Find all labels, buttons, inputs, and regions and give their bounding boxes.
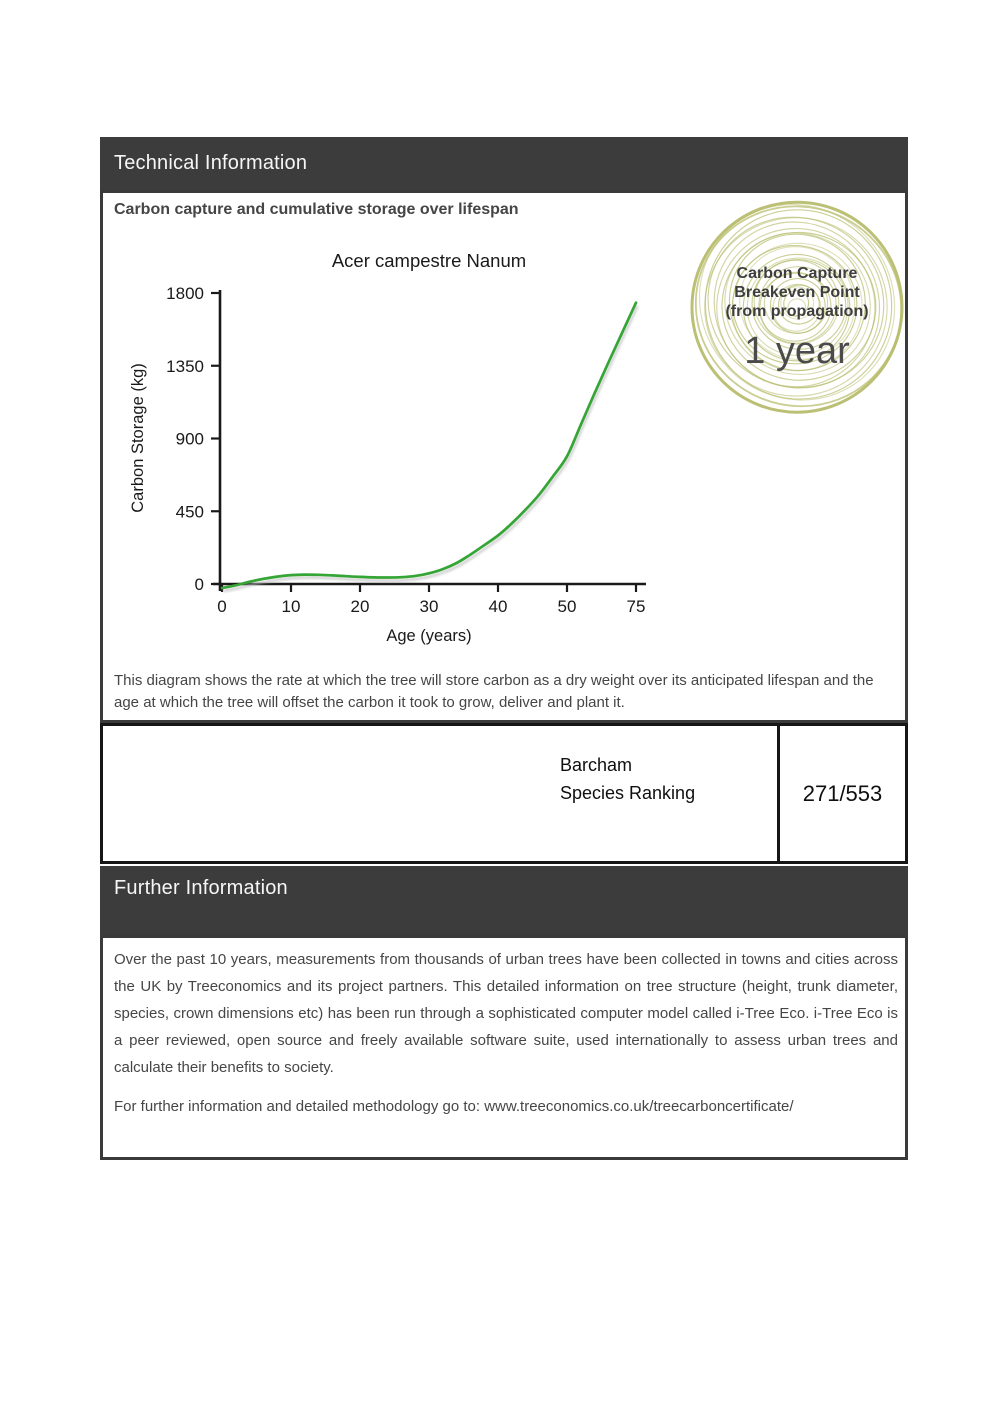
badge-title-line1: Carbon Capture <box>736 264 858 282</box>
svg-text:Age (years): Age (years) <box>386 627 472 645</box>
technical-information-title: Technical Information <box>114 152 308 174</box>
chart-section-subtitle: Carbon capture and cumulative storage over lifespan <box>114 201 519 218</box>
breakeven-badge-text <box>688 196 906 414</box>
svg-text:900: 900 <box>175 429 204 449</box>
breakeven-badge <box>688 196 906 414</box>
further-paragraph: Over the past 10 years, measurements from thousands of urban trees have been collected in towns and cities across the UK by Treeconomics and its project partners. This detailed information on tree structure (height, trunk diameter, species, crown dimensions etc) has been run through a sophisticated computer model called i-Tree Eco. i-Tree Eco is a peer reviewed, open source and freely available software suite, used internationally to assess urban trees and calculate their benefits to society. <box>114 951 898 1076</box>
chart-description: This diagram shows the rate at which the tree will store carbon as a dry weight over its anticipated lifespan and the age at which the tree will offset the carbon it took to grow, deliver and plant it. <box>114 672 874 711</box>
technical-information-panel <box>100 190 908 723</box>
further-information-title: Further Information <box>114 877 288 899</box>
svg-text:75: 75 <box>626 597 646 616</box>
svg-text:20: 20 <box>350 597 370 616</box>
ranking-value: 271/553 <box>802 780 883 806</box>
svg-text:40: 40 <box>488 597 508 616</box>
svg-text:1800: 1800 <box>166 284 204 303</box>
svg-text:50: 50 <box>557 597 577 616</box>
svg-text:450: 450 <box>175 502 204 522</box>
svg-text:0: 0 <box>194 575 204 594</box>
svg-text:10: 10 <box>281 597 301 616</box>
breakeven-value: 1 year <box>744 329 850 372</box>
svg-text:Acer campestre Nanum: Acer campestre Nanum <box>331 250 527 271</box>
svg-text:1350: 1350 <box>166 356 204 376</box>
ranking-label-line1: Barcham <box>560 755 633 775</box>
further-information-panel <box>100 935 908 1160</box>
link-prefix-text: For further information and detailed methodology go to: <box>114 1098 485 1115</box>
badge-title-line2: Breakeven Point <box>734 283 860 301</box>
species-ranking-panel <box>100 723 908 864</box>
ranking-label-line2: Species Ranking <box>560 783 696 803</box>
svg-text:0: 0 <box>217 597 227 616</box>
ranking-label <box>560 751 695 807</box>
badge-title-line3: (from propagation) <box>725 302 869 320</box>
methodology-url[interactable]: www.treeconomics.co.uk/treecarboncertificate/ <box>484 1098 794 1115</box>
further-information-header <box>100 866 908 935</box>
svg-text:30: 30 <box>419 597 439 616</box>
carbon-storage-chart <box>105 235 670 650</box>
svg-text:Carbon Storage (kg): Carbon Storage (kg) <box>129 363 147 513</box>
further-link-line <box>114 1098 898 1115</box>
technical-information-header <box>100 137 908 190</box>
